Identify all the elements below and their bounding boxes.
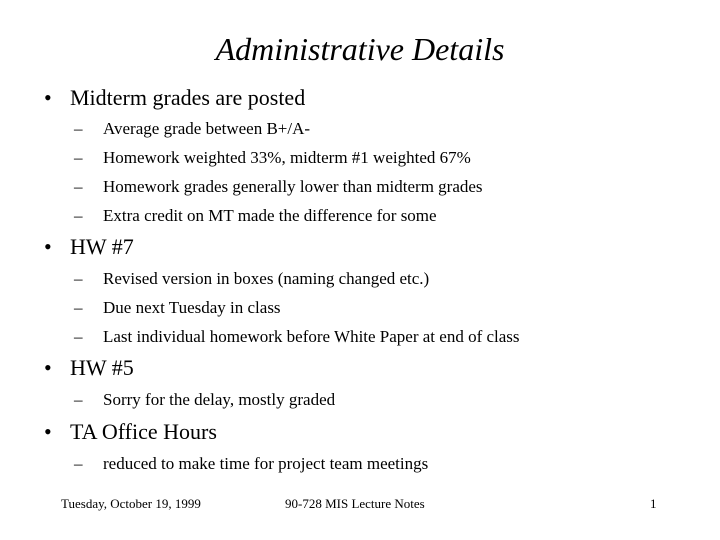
- sub-bullet-dash: –: [74, 390, 83, 409]
- section-heading-text: HW #5: [70, 355, 134, 380]
- bullet-dot: •: [44, 355, 52, 380]
- slide-title: Administrative Details: [215, 31, 505, 67]
- bullet-dot: •: [44, 85, 52, 110]
- footer-date: Tuesday, October 19, 1999: [61, 496, 201, 511]
- sub-bullet-dash: –: [74, 454, 83, 473]
- list-item-text: Due next Tuesday in class: [103, 298, 281, 317]
- section-heading-text: Midterm grades are posted: [70, 85, 306, 110]
- section-heading-text: TA Office Hours: [70, 419, 217, 444]
- footer-course: 90-728 MIS Lecture Notes: [285, 496, 425, 511]
- bullet-dot: •: [44, 419, 52, 444]
- footer-page-number: 1: [650, 496, 657, 511]
- sub-bullet-dash: –: [74, 119, 83, 138]
- list-item-text: Revised version in boxes (naming changed etc.): [103, 269, 430, 288]
- list-item-text: Homework grades generally lower than midterm grades: [103, 177, 483, 196]
- list-item-text: Homework weighted 33%, midterm #1 weighted 67%: [103, 148, 471, 167]
- sub-bullet-dash: –: [74, 327, 83, 346]
- bullet-dot: •: [44, 234, 52, 259]
- sub-bullet-dash: –: [74, 148, 83, 167]
- list-item-text: Extra credit on MT made the difference for some: [103, 206, 437, 225]
- sub-bullet-dash: –: [74, 177, 83, 196]
- list-item-text: reduced to make time for project team meetings: [103, 454, 429, 473]
- sub-bullet-dash: –: [74, 298, 83, 317]
- section-heading-text: HW #7: [70, 234, 134, 259]
- sub-bullet-dash: –: [74, 206, 83, 225]
- list-item-text: Sorry for the delay, mostly graded: [103, 390, 336, 409]
- sub-bullet-dash: –: [74, 269, 83, 288]
- list-item-text: Last individual homework before White Paper at end of class: [103, 327, 520, 346]
- list-item-text: Average grade between B+/A-: [103, 119, 311, 138]
